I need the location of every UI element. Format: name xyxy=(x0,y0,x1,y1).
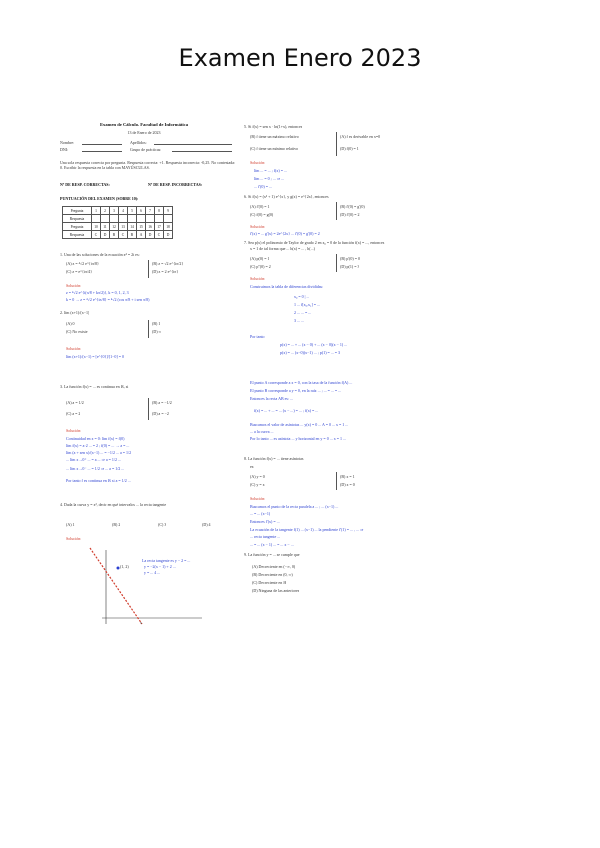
solution-text: Por tanto f es continua en ℝ si a = 1/2 ... xyxy=(66,478,131,483)
solution-label: Solución: xyxy=(66,346,82,351)
option: (B) 2 xyxy=(112,522,121,527)
solution-text: 3 ... ... xyxy=(294,318,304,323)
solution-text: 1 ... f[x₀,x₁] = ... xyxy=(294,302,321,307)
solution-text: Entonces la recta AB es: ... xyxy=(250,396,294,401)
solution-text: z = ⁴√2 e^{i(π/8 + kπ/2)}, k = 0, 1, 2, 3 xyxy=(66,290,129,295)
solution-text: lím ... = ... ; f(x) = ... xyxy=(254,168,287,173)
option: (C) Decreciente en ℝ xyxy=(252,580,287,585)
instructions: Una sola respuesta correcta por pregunta. Respuesta correcta: +1. Respuesta incorrecta: -0,25. No contestada: 0. Escribir la respuesta en la tabla con MAYÚSCULAS. xyxy=(60,160,236,171)
question-9: 9. La función y = ... se cumple que xyxy=(244,552,300,557)
page-title: Examen Enero 2023 xyxy=(178,44,422,72)
option: (B) 1 xyxy=(152,321,161,326)
option: (D) z = 2 e^{iπ} xyxy=(152,269,179,274)
option: (A) 0 xyxy=(66,321,75,326)
option: (D) ∞ xyxy=(152,329,162,334)
divider xyxy=(148,320,149,338)
question-2: 2. lím (x+1)/(x−1) xyxy=(60,310,90,315)
solution-label: Solución: xyxy=(66,283,82,288)
option: (D) f'(0) = 2 xyxy=(340,212,360,217)
tangent-line xyxy=(90,548,142,624)
solution-text: f'(x) = ... g'(x) = 2e^{2x} ... f'(0) = g'(0) = 2 xyxy=(250,231,320,236)
question-4: 4. Dada la curva y = x², decir en qué intervalos ... la recta tangente xyxy=(60,502,167,507)
solution-text: y = ... 4 ... xyxy=(144,570,161,575)
option: (B) p'(0) = 0 xyxy=(340,256,360,261)
divider xyxy=(336,202,337,220)
option: (A) y = 0 xyxy=(250,474,265,479)
field-surname: Apellidos: xyxy=(130,140,147,145)
solution-text: p(x) = ... + ... (x − 0) + ... (x − 0)(x − 1) ... xyxy=(280,342,348,347)
axis-label: x xyxy=(140,620,142,625)
option: (B) x = 1 xyxy=(340,474,355,479)
solution-text: Entonces f'(x) = ... xyxy=(250,519,280,524)
question-5: 5. Si f(x) = sen x · ln(1+x), entonces xyxy=(244,124,303,129)
option: (B) z = √2 e^{iπ/2} xyxy=(152,261,184,266)
option: (A) z = ⁴√2 e^{iπ/8} xyxy=(66,261,99,266)
option: (D) f(0) = 1 xyxy=(340,146,359,151)
option: (B) f'(0) = g'(0) xyxy=(340,204,365,209)
solution-text: ... a la curva ... xyxy=(250,429,274,434)
solution-text: La recta tangente es y − 2 = ... xyxy=(142,558,191,563)
solution-text: ... = ... (x − 1) ... = ... x − ... xyxy=(250,542,294,547)
solution-text: 2 ... ... = ... xyxy=(294,310,312,315)
solution-label: Solución: xyxy=(250,496,266,501)
solution-text: f(x) = ... + ... = ... (x − ...) = ... ; f(x) = ... xyxy=(254,408,319,413)
solution-text: ... lím x→0⁻ ... = 1/2 ⇒ ... a = 1/2 ... xyxy=(66,466,125,471)
option: (C) p''(0) = 2 xyxy=(250,264,271,269)
solution-label: Solución: xyxy=(250,276,266,281)
question-7: 7. Sea p(x) el polinomio de Taylor de grado 2 en x₀ = 0 de la función f(x) = ..., entonces xyxy=(244,240,385,245)
divider xyxy=(148,260,149,278)
field-group: Grupo de prácticas: xyxy=(130,147,162,152)
solution-label: Solución: xyxy=(250,224,266,229)
solution-text: x₀ = 0 | ... xyxy=(294,294,310,299)
option: (D) Ninguna de las anteriores xyxy=(252,588,300,593)
solution-text: El punto A corresponde a x = 0, con la tasa de la función f(A) ... xyxy=(250,380,353,385)
solution-label: Solución: xyxy=(66,536,82,541)
option: (C) f(0) = g(0) xyxy=(250,212,274,217)
option: (A) p(0) = 1 xyxy=(250,256,270,261)
solution-text: Por tanto xyxy=(250,334,265,339)
solution-text: El punto B corresponde a y = 0, en la raíz ... ; ... = ... = ... xyxy=(250,388,342,393)
exam-date: 13 de Enero de 2023 xyxy=(127,130,161,135)
option: (D) p(1) = 3 xyxy=(340,264,360,269)
divider xyxy=(336,472,337,490)
answer-table xyxy=(62,206,173,239)
option: (A) Decreciente en (−∞, 0) xyxy=(252,564,296,569)
table-row: Pregunta 1 2 3 4 5 6 7 8 9 xyxy=(63,207,173,215)
solution-text: k = 0 → z = ⁴√2 e^{iπ/8} = ⁴√2 (cos π/8 + i sen π/8) xyxy=(66,297,150,302)
solution-label: Solución: xyxy=(250,160,266,165)
option: (C) f tiene un mínimo relativo xyxy=(250,146,299,151)
field-dni: DNI: xyxy=(60,147,69,152)
exam-sheet xyxy=(52,118,548,626)
question-8-cont: es: xyxy=(250,464,255,469)
solution-text: y = −2(x − 1) + 2 ... xyxy=(144,564,176,569)
option: (A) f es derivable en x=0 xyxy=(340,134,381,139)
solution-text: ... lím x→0⁺ ... = a ... ⇒ a = 1/2 ... xyxy=(66,457,121,462)
field-line xyxy=(172,151,232,152)
option: (C) No existe xyxy=(66,329,88,334)
divider xyxy=(336,132,337,156)
field-line xyxy=(154,144,232,145)
question-6: 6. Si f(x) = (x² + 1) e^{x}, y g(x) = e^{2x}, entonces xyxy=(244,194,329,199)
table-row: Pregunta 10 11 12 13 14 15 16 17 18 xyxy=(63,223,173,231)
table-row: Respuesta xyxy=(63,215,173,223)
solution-text: lím (a + sen x)/(x−1) ... = −1/2 ... a = 1/2 xyxy=(66,450,132,455)
divider xyxy=(336,254,337,272)
option: (B) Decreciente en (0, ∞) xyxy=(252,572,293,577)
solution-text: Construimos la tabla de diferencias divididas: xyxy=(250,284,324,289)
option: (C) z = e^{iπ/4} xyxy=(66,269,93,274)
option: (C) a = 2 xyxy=(66,411,81,416)
table-row: Respuesta C D B C B A D C D xyxy=(63,231,173,239)
option: (D) x = 0 xyxy=(340,482,355,487)
option: (C) 3 xyxy=(158,522,167,527)
solution-text: La ecuación de la tangente f(1) ... (x−1) ... la pendiente f'(1) = ... , ... ⇒ xyxy=(250,527,364,532)
correct-count: Nº DE RESP. CORRECTAS: xyxy=(60,182,110,187)
divider xyxy=(148,398,149,420)
tangent-graph xyxy=(82,546,212,626)
point-label: (1, 2) xyxy=(120,564,129,569)
solution-label: Solución: xyxy=(66,428,82,433)
solution-text: ... = ... (x−1) xyxy=(250,511,271,516)
option: (B) f tiene un máximo relativo xyxy=(250,134,299,139)
exam-header: Examen de Cálculo. Facultad de Informática xyxy=(99,122,189,127)
field-line xyxy=(82,144,122,145)
solution-text: lím (x+1)/(x−1) = [e^{0}]/[1−0] = 0 xyxy=(66,354,124,359)
solution-text: p(x) = ... (x−0)(x−1) ... ; p(1) = ... = 3 xyxy=(280,350,341,355)
question-7-cont: x = 1 de tal forma que ... h(x) = ... , h(...) xyxy=(250,246,315,251)
option: (A) 1 xyxy=(66,522,75,527)
question-1: 1. Una de las soluciones de la ecuación z⁴ = 2i es: xyxy=(60,252,140,257)
score-title: PUNTUACIÓN DEL EXAMEN (SOBRE 10): xyxy=(60,196,139,201)
solution-text: Buscamos el punto de la recta paralela a ... ; ... (x−1) ... xyxy=(250,504,339,509)
solution-text: Buscamos el valor de asíntotas ... y(x) = 0 ... A = 0 ... x = 1 ... xyxy=(250,422,349,427)
question-8: 8. La función f(x) = ... tiene asíntotas xyxy=(244,456,304,461)
option: (C) y = x xyxy=(250,482,265,487)
option: (A) a = 1/2 xyxy=(66,400,84,405)
field-name: Nombre: xyxy=(60,140,75,145)
option: (A) f'(0) = 1 xyxy=(250,204,270,209)
solution-text: ... f'(0) = ... xyxy=(254,184,272,189)
solution-text: lím ... = 0 ; ... ⇒ ... xyxy=(254,176,285,181)
solution-text: ... recta tangente ... xyxy=(250,534,281,539)
option: (B) a = −1/2 xyxy=(152,400,172,405)
solution-text: Continuidad en x = 0: lím f(x) = f(0) xyxy=(66,436,125,441)
solution-text: Por lo tanto ... es asíntota ... y horizontal en y = 0 ... x = 1 ... xyxy=(250,436,346,441)
question-3: 3. La función f(x) = ... es continua en ℝ, si xyxy=(60,384,129,389)
field-line xyxy=(82,151,122,152)
option: (D) 4 xyxy=(202,522,211,527)
solution-text: lím f(x) = a·2 ... = 2 ; f(0) = ... → a = ... xyxy=(66,443,130,448)
incorrect-count: Nº DE RESP. INCORRECTAS: xyxy=(148,182,203,187)
option: (D) a = −2 xyxy=(152,411,169,416)
